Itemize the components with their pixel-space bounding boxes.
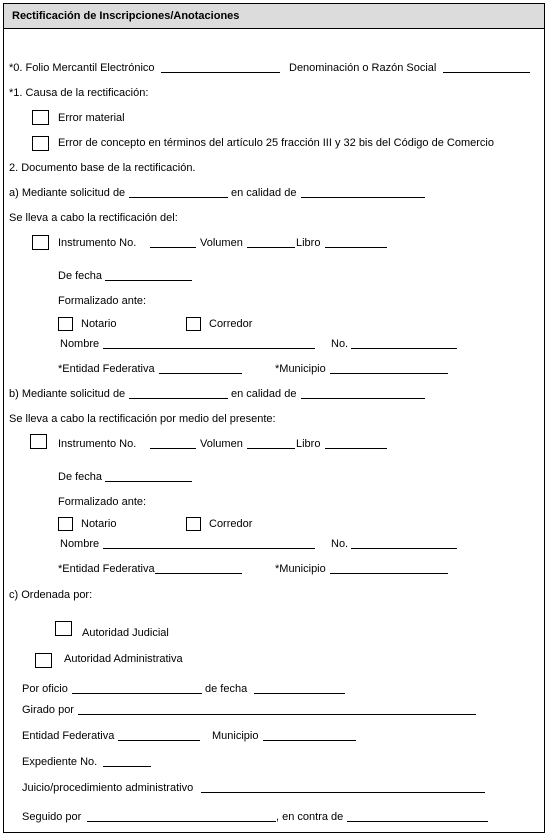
c-entidad-label: Entidad Federativa xyxy=(22,730,115,742)
b-mediante-label: b) Mediante solicitud de xyxy=(9,388,126,400)
b-no-field[interactable] xyxy=(351,548,457,549)
error-concepto-label: Error de concepto en términos del artículo 25 fracción III y 32 bis del Código de Comercio xyxy=(58,137,494,149)
a-corredor-label: Corredor xyxy=(209,318,253,330)
error-material-label: Error material xyxy=(58,112,125,124)
a-volumen-label: Volumen xyxy=(200,237,243,249)
b-calidad-label: en calidad de xyxy=(231,388,297,400)
b-libro-field[interactable] xyxy=(325,448,387,449)
denominacion-field[interactable] xyxy=(443,72,530,73)
b-entidad-label: *Entidad Federativa xyxy=(58,563,155,575)
b-municipio-field[interactable] xyxy=(330,573,448,574)
seguido-label: Seguido por xyxy=(22,811,82,823)
a-libro-label: Libro xyxy=(296,237,321,249)
a-calidad-field[interactable] xyxy=(301,197,425,198)
a-no-label: No. xyxy=(331,338,349,350)
b-libro-label: Libro xyxy=(296,438,321,450)
error-concepto-checkbox[interactable] xyxy=(32,136,49,151)
a-notario-checkbox[interactable] xyxy=(58,317,73,331)
c-municipio-field[interactable] xyxy=(263,740,356,741)
b-instrumento-field[interactable] xyxy=(150,448,196,449)
seguido-field[interactable] xyxy=(87,821,276,822)
b-entidad-field[interactable] xyxy=(155,573,242,574)
a-volumen-field[interactable] xyxy=(247,247,295,248)
a-fecha-label: De fecha xyxy=(58,270,103,282)
c-ordenada-label: c) Ordenada por: xyxy=(9,589,93,601)
c-municipio-label: Municipio xyxy=(212,730,259,742)
autoridad-administrativa-checkbox[interactable] xyxy=(35,653,52,668)
girado-label: Girado por xyxy=(22,704,74,716)
oficio-fecha-field[interactable] xyxy=(254,693,345,694)
oficio-label: Por oficio xyxy=(22,683,68,695)
autoridad-judicial-label: Autoridad Judicial xyxy=(82,627,169,639)
a-entidad-label: *Entidad Federativa xyxy=(58,363,155,375)
b-fecha-field[interactable] xyxy=(105,481,192,482)
b-notario-label: Notario xyxy=(81,518,117,530)
folio-label: *0. Folio Mercantil Electrónico xyxy=(9,62,155,74)
b-formalizado-label: Formalizado ante: xyxy=(58,496,147,508)
b-calidad-field[interactable] xyxy=(301,398,425,399)
b-notario-checkbox[interactable] xyxy=(58,517,73,531)
contra-field[interactable] xyxy=(347,821,488,822)
error-material-checkbox[interactable] xyxy=(32,110,49,125)
juicio-label: Juicio/procedimiento administrativo xyxy=(22,782,194,794)
form-title: Rectificación de Inscripciones/Anotaciones xyxy=(12,10,240,22)
autoridad-administrativa-label: Autoridad Administrativa xyxy=(64,653,183,665)
documento-base-label: 2. Documento base de la rectificación. xyxy=(9,162,196,174)
causa-label: *1. Causa de la rectificación: xyxy=(9,87,149,99)
a-instrumento-label: Instrumento No. xyxy=(58,237,137,249)
a-mediante-label: a) Mediante solicitud de xyxy=(9,187,126,199)
a-nombre-field[interactable] xyxy=(103,348,315,349)
a-nombre-label: Nombre xyxy=(60,338,100,350)
a-no-field[interactable] xyxy=(351,348,457,349)
a-lleva-label: Se lleva a cabo la rectificación del: xyxy=(9,212,178,224)
b-volumen-field[interactable] xyxy=(247,448,295,449)
a-notario-label: Notario xyxy=(81,318,117,330)
a-municipio-field[interactable] xyxy=(330,373,448,374)
girado-field[interactable] xyxy=(78,714,476,715)
a-solicitante-field[interactable] xyxy=(129,197,228,198)
a-instrumento-checkbox[interactable] xyxy=(32,235,49,250)
b-lleva-label: Se lleva a cabo la rectificación por medio del presente: xyxy=(9,413,276,425)
a-calidad-label: en calidad de xyxy=(231,187,297,199)
a-libro-field[interactable] xyxy=(325,247,387,248)
expediente-label: Expediente No. xyxy=(22,756,98,768)
b-solicitante-field[interactable] xyxy=(129,398,228,399)
expediente-field[interactable] xyxy=(103,766,151,767)
a-formalizado-label: Formalizado ante: xyxy=(58,295,147,307)
denominacion-label: Denominación o Razón Social xyxy=(289,62,437,74)
b-nombre-label: Nombre xyxy=(60,538,100,550)
form-header xyxy=(3,3,545,29)
b-instrumento-label: Instrumento No. xyxy=(58,438,137,450)
a-corredor-checkbox[interactable] xyxy=(186,317,201,331)
b-corredor-checkbox[interactable] xyxy=(186,517,201,531)
b-corredor-label: Corredor xyxy=(209,518,253,530)
a-fecha-field[interactable] xyxy=(105,280,192,281)
b-volumen-label: Volumen xyxy=(200,438,243,450)
oficio-fecha-label: de fecha xyxy=(205,683,248,695)
juicio-field[interactable] xyxy=(201,792,485,793)
folio-field[interactable] xyxy=(161,72,280,73)
a-instrumento-field[interactable] xyxy=(150,247,196,248)
a-entidad-field[interactable] xyxy=(159,373,242,374)
b-fecha-label: De fecha xyxy=(58,471,103,483)
b-municipio-label: *Municipio xyxy=(275,563,326,575)
b-instrumento-checkbox[interactable] xyxy=(30,434,47,449)
contra-label: , en contra de xyxy=(276,811,344,823)
c-entidad-field[interactable] xyxy=(118,740,200,741)
oficio-field[interactable] xyxy=(72,693,202,694)
autoridad-judicial-checkbox[interactable] xyxy=(55,621,72,636)
a-municipio-label: *Municipio xyxy=(275,363,326,375)
b-no-label: No. xyxy=(331,538,349,550)
b-nombre-field[interactable] xyxy=(103,548,315,549)
